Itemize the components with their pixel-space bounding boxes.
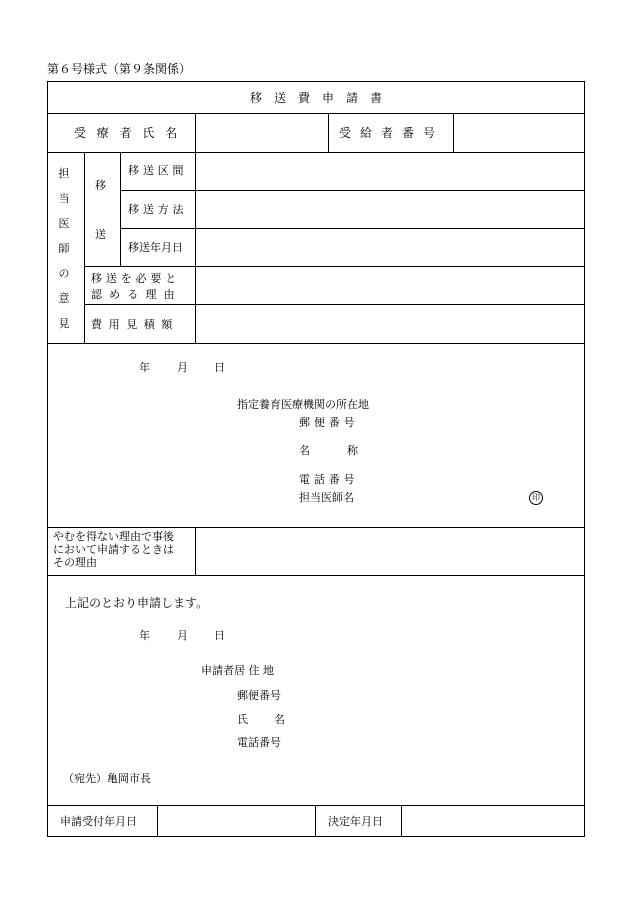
transport-method-label: 移送方法	[128, 203, 188, 216]
applicant-date-year: 年	[139, 629, 150, 642]
recipient-number-field[interactable]	[454, 114, 584, 152]
doctor-opinion-group-label: 担 当 医 師 の 意 見	[58, 167, 70, 330]
institution-address-label: 指定養育医療機関の所在地	[237, 398, 369, 411]
applicant-date-month: 月	[177, 629, 188, 642]
applicant-name-char2: 名	[274, 713, 285, 726]
divider	[315, 805, 316, 837]
recipient-number-label: 受給者番号	[339, 126, 445, 140]
late-reason-line3: その理由	[53, 556, 97, 569]
transport-date-label: 移送年月日	[128, 241, 183, 254]
institution-postal-label: 郵便番号	[299, 416, 359, 429]
transport-section-label: 移送区間	[128, 164, 188, 177]
transport-date-field[interactable]	[196, 229, 584, 266]
cost-estimate-field[interactable]	[196, 305, 584, 342]
reason-label-line1: 移送を必要と	[91, 272, 181, 285]
transport-label-char2: 送	[95, 228, 106, 241]
transport-method-field[interactable]	[196, 191, 584, 228]
applicant-phone-label: 電話番号	[237, 736, 281, 749]
divider	[453, 113, 454, 152]
doctor-date-month: 月	[177, 361, 188, 374]
cost-estimate-label: 費用見積額	[91, 318, 179, 331]
application-statement: 上記のとおり申請します。	[65, 596, 209, 610]
doctor-date-year: 年	[139, 361, 150, 374]
reason-label-line2: 認める理由	[91, 288, 182, 301]
form-number: 第６号様式（第９条関係）	[47, 62, 192, 76]
decision-date-label: 決定年月日	[328, 815, 383, 828]
divider	[47, 575, 585, 576]
divider	[328, 113, 329, 152]
transport-label-char1: 移	[95, 179, 106, 192]
late-reason-line2: において申請するときは	[53, 543, 174, 556]
reason-field[interactable]	[196, 267, 584, 304]
form-title: 移 送 費 申 請 書	[249, 91, 382, 105]
addressee: （宛先）亀岡市長	[63, 772, 151, 785]
applicant-name-char1: 氏	[237, 713, 248, 726]
late-reason-line1: やむを得ない理由で事後	[53, 530, 174, 543]
doctor-name-label: 担当医師名	[299, 491, 354, 504]
seal-icon: 印	[529, 491, 543, 505]
doctor-date-day: 日	[214, 361, 225, 374]
institution-phone-label: 電話番号	[299, 473, 359, 486]
received-date-label: 申請受付年月日	[60, 815, 137, 828]
institution-name-char2: 称	[347, 444, 358, 457]
divider	[84, 152, 85, 343]
divider	[47, 343, 585, 344]
divider	[120, 152, 121, 266]
received-date-field[interactable]	[158, 806, 315, 836]
applicant-date-day: 日	[214, 629, 225, 642]
patient-name-field[interactable]	[195, 114, 328, 152]
applicant-postal-label: 郵便番号	[237, 689, 281, 702]
decision-date-field[interactable]	[402, 806, 584, 836]
transport-section-field[interactable]	[196, 153, 584, 190]
applicant-address-label: 申請者居 住 地	[201, 664, 274, 677]
divider	[195, 152, 196, 343]
institution-name-char1: 名	[299, 444, 310, 457]
divider	[195, 113, 196, 152]
patient-name-label: 受療者氏名	[74, 126, 189, 140]
late-reason-field[interactable]	[196, 528, 584, 575]
